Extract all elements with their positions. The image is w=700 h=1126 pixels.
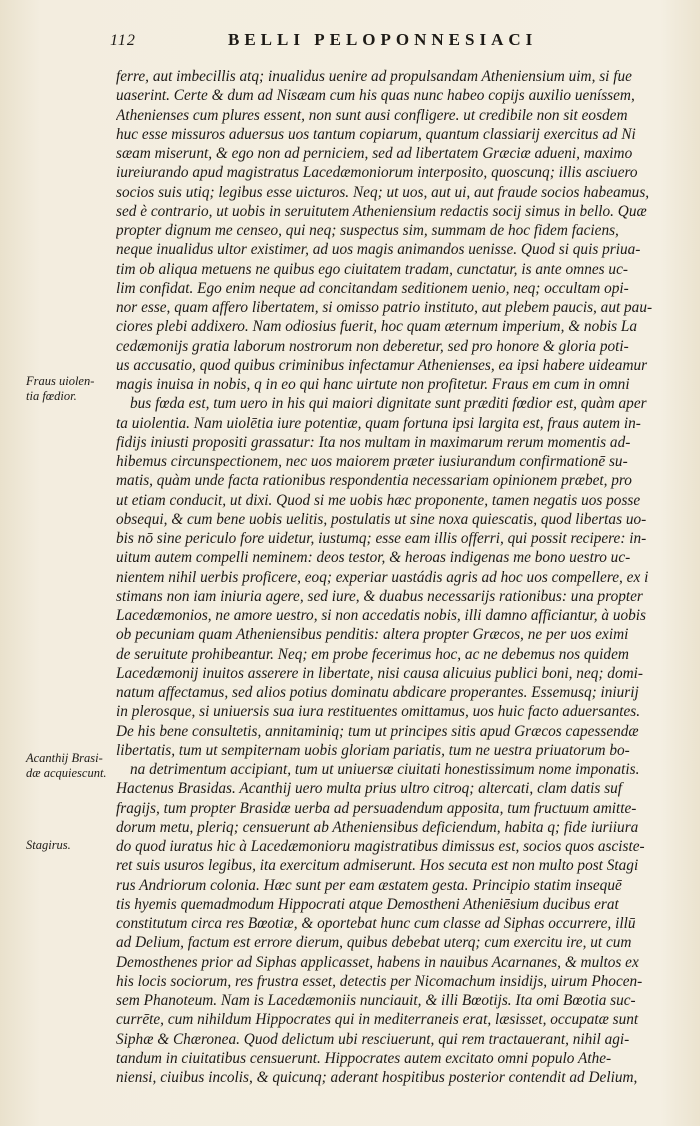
text-line: obsequi, & cum bene uobis uelitis, postulatis ut sine noxa quiescatis, quod libertas uo- xyxy=(116,510,647,528)
text-line: in plerosque, si uniuersis sua iura restituentes omittamus, uos huic facto aduersantes. xyxy=(116,703,641,721)
text-line: dorum metu, pleriq; censuerunt ab Atheniensibus deficiendum, habita q; fide iuriiura xyxy=(116,818,639,836)
text-line: us accusatio, quod quibus criminibus infectamur Athenienses, ea ipsi habere uideamur xyxy=(116,356,648,374)
text-line: ad Delium, factum est errore dierum, quibus debebat uterq; cum exercitu ire, ut cum xyxy=(116,934,632,952)
text-line: Lacedæmonij inuitos asserere in libertate, nisi causa alicuius publici boni, neq; domi- xyxy=(116,664,643,682)
text-line: stimans non iam iniuria agere, sed iure, & duabus necessarijs rationibus: una propter xyxy=(116,587,643,605)
text-line: fidijs iniusti propositi grassatur: Ita nos multam in maximarum rerum momentis ad- xyxy=(116,433,631,451)
text-line: cedæmonijs gratia laborum nostrorum non deberetur, sed pro honore & gloria poti- xyxy=(116,337,629,355)
text-line: sed è contrario, ut uobis in seruitutem Atheniensium redactis socij simus in bello. Quæ xyxy=(116,202,647,220)
marginal-note-line: tia fœdior. xyxy=(26,389,77,403)
text-line: ob pecuniam quam Atheniensibus penditis: altera propter Græcos, ne per uos eximi xyxy=(116,626,629,644)
text-line: currēte, cum nihildum Hippocrates qui in mediterraneis erat, læsisset, occupatæ sunt xyxy=(116,1011,639,1029)
marginal-note-line: dæ acquiescunt. xyxy=(26,766,107,780)
text-line: propter dignum me censeo, qui neq; suspectus sim, summam de hoc fidem faciens, xyxy=(116,222,619,239)
text-line: ciores plebi addixero. Nam odiosius fuerit, hoc quam æternum imperium, & nobis La xyxy=(116,318,638,336)
text-line: tandum in ciuitatibus censuerunt. Hippocrates autem excitato omni populo Athe- xyxy=(116,1049,612,1067)
text-line: de seruitute prohibeantur. Neq; em probe fecerimus hoc, ac ne debemus nos quidem xyxy=(116,645,629,663)
text-line: libertatis, tum ut sempiternam uobis gloriam pariatis, tum ne uestra priuatorum bo- xyxy=(116,741,630,759)
text-line: lim confidat. Ego enim neque ad concitandam seditionem uenio, neq; occultam opi- xyxy=(116,279,629,297)
marginal-note-line: Acanthij Brasi- xyxy=(26,751,103,765)
text-line: ut etiam conducit, ut dixi. Quod si me uobis hæc proponente, tamen negatis uos posse xyxy=(116,491,641,509)
text-line: bus fœda est, tum uero in his qui maiori dignitate sunt præditi fœdior est, quàm aper xyxy=(130,395,647,413)
text-line: constitutum circa res Bœotiæ, & oportebat hunc cum classe ad Siphas occurrere, illū xyxy=(116,915,636,932)
marginal-note-line: Stagirus. xyxy=(26,838,71,852)
text-line: matis, quàm unde facta rationibus respondentia necessariam opinionem præbet, pro xyxy=(116,472,632,490)
text-line: Lacedæmonios, ne amore uestro, si non accedatis nobis, illi damno afficiantur, à uobis xyxy=(116,607,646,624)
text-line: hibemus circunspectionem, nec uos maiorem præter iusiurandum confirmationē su- xyxy=(116,453,628,470)
text-line: tim ob aliqua metuens ne quibus ego ciuitatem tradam, cunctatur, is ante omnes uc- xyxy=(116,260,628,278)
text-line: Athenienses cum plures essent, non sunt ausi confligere. ut credibile non sit eosdem xyxy=(116,106,628,124)
text-line: De his bene consultetis, annitaminiq; tum ut principes sitis apud Græcos capessendæ xyxy=(116,722,639,740)
running-head-title: BELLI PELOPONNESIACI xyxy=(228,30,538,49)
text-line: ferre, aut imbecillis atq; inualidus uenire ad propulsandam Atheniensium uim, si fue xyxy=(116,68,632,85)
running-head xyxy=(110,30,676,54)
text-line: niensi, ciuibus incolis, & quicunq; aderant hospitibus posterior contendit ad Delium, xyxy=(116,1069,638,1086)
marginal-note-acanthij xyxy=(26,751,107,781)
text-line: ta uiolentia. Nam uiolētia iure potentiæ, quam fortuna ipsi largita est, fraus autem in- xyxy=(116,414,641,432)
text-line: huc esse missuros aduersus uos tantum copiarum, quantum classiarij exercitus ad Ni xyxy=(116,125,636,143)
text-line: Hactenus Brasidas. Acanthij uero multa prius ultro citroq; altercati, clam datis suf xyxy=(116,780,623,798)
text-line: uaserint. Certe & dum ad Nisæam cum his quas nunc habeo copijs auxilio ueníssem, xyxy=(116,87,635,105)
marginal-note-stagirus xyxy=(26,838,71,853)
text-line: ret suis usuros legibus, ita exercitum admiserunt. Hos secuta est non multo post Stagi xyxy=(116,857,639,875)
text-line: nor esse, quam affero libertatem, si omisso patrio instituto, aut plebem paucis, aut pau- xyxy=(116,299,653,316)
text-line: sem Phanoteum. Nam is Lacedæmoniis nunciauit, & illi Bœotijs. Ita omi Bœotia suc- xyxy=(116,992,636,1009)
text-line: rus Andriorum colonia. Hæc sunt per eam æstatem gesta. Principio statim insequē xyxy=(116,876,622,894)
text-line: natum affectamus, sed alios potius dominatu abdicare properantes. Essemusq; iniurij xyxy=(116,684,639,701)
text-line: socios suis utiq; legibus esse uicturos. Neq; ut uos, aut ui, aut fraude socios habeamus, xyxy=(116,183,650,201)
marginal-note-line: Fraus uiolen- xyxy=(26,374,95,388)
text-line: bis nō sine periculo fore uidetur, iustumq; esse eam illis offerri, qui possit recipere: in- xyxy=(116,530,647,547)
text-line: fragijs, tum propter Brasidæ uerba ad persuadendum apposita, tum fructuum amitte- xyxy=(116,799,637,817)
text-line: iureiurando apud magistratus Lacedæmoniorum interposito, quoscunq; illis asciuero xyxy=(116,164,638,182)
body-text xyxy=(116,67,670,1087)
text-line: magis inuisa in nobis, q in eo qui hanc uirtute non profitetur. Fraus em cum in omni xyxy=(116,376,630,393)
text-line: do quod iuratus hic à Lacedæmonioru magistratibus dimissus est, socios quos asciste- xyxy=(116,838,645,855)
text-line: Demosthenes prior ad Siphas applicasset, habens in nauibus Acarnanes, & multos ex xyxy=(116,953,639,971)
text-line: his locis sociorum, res frustra esset, detectis per Nicomachum insidijs, uirum Phocen- xyxy=(116,972,643,990)
text-line: Siphæ & Chæronea. Quod delictum ubi resciuerunt, qui rem tractauerant, nihil agi- xyxy=(116,1030,630,1048)
text-line: sæam miserunt, & ego non ad perniciem, sed ad libertatem Græciæ adueni, maximo xyxy=(116,145,633,162)
text-line: neque inualidus ultor existimer, ad uos magis animandos uenisse. Quod si quis priua- xyxy=(116,241,641,259)
text-line: uitum autem compelli neminem: deos testor, & heroas indigenas me bono uestro uc- xyxy=(116,549,631,567)
text-line: nientem nihil uerbis proficere, eoq; experiar uastádis agris ad hoc uos compellere, ex i xyxy=(116,568,649,586)
page-number: 112 xyxy=(110,32,136,49)
text-line: tis hyemis quemadmodum Hippocrati atque Demostheni Atheniēsium ducibus erat xyxy=(116,895,619,913)
marginal-note-fraus xyxy=(26,374,94,404)
text-line: na detrimentum accipiant, tum ut uniuersæ ciuitati honestissimum nome imponatis. xyxy=(130,761,640,778)
